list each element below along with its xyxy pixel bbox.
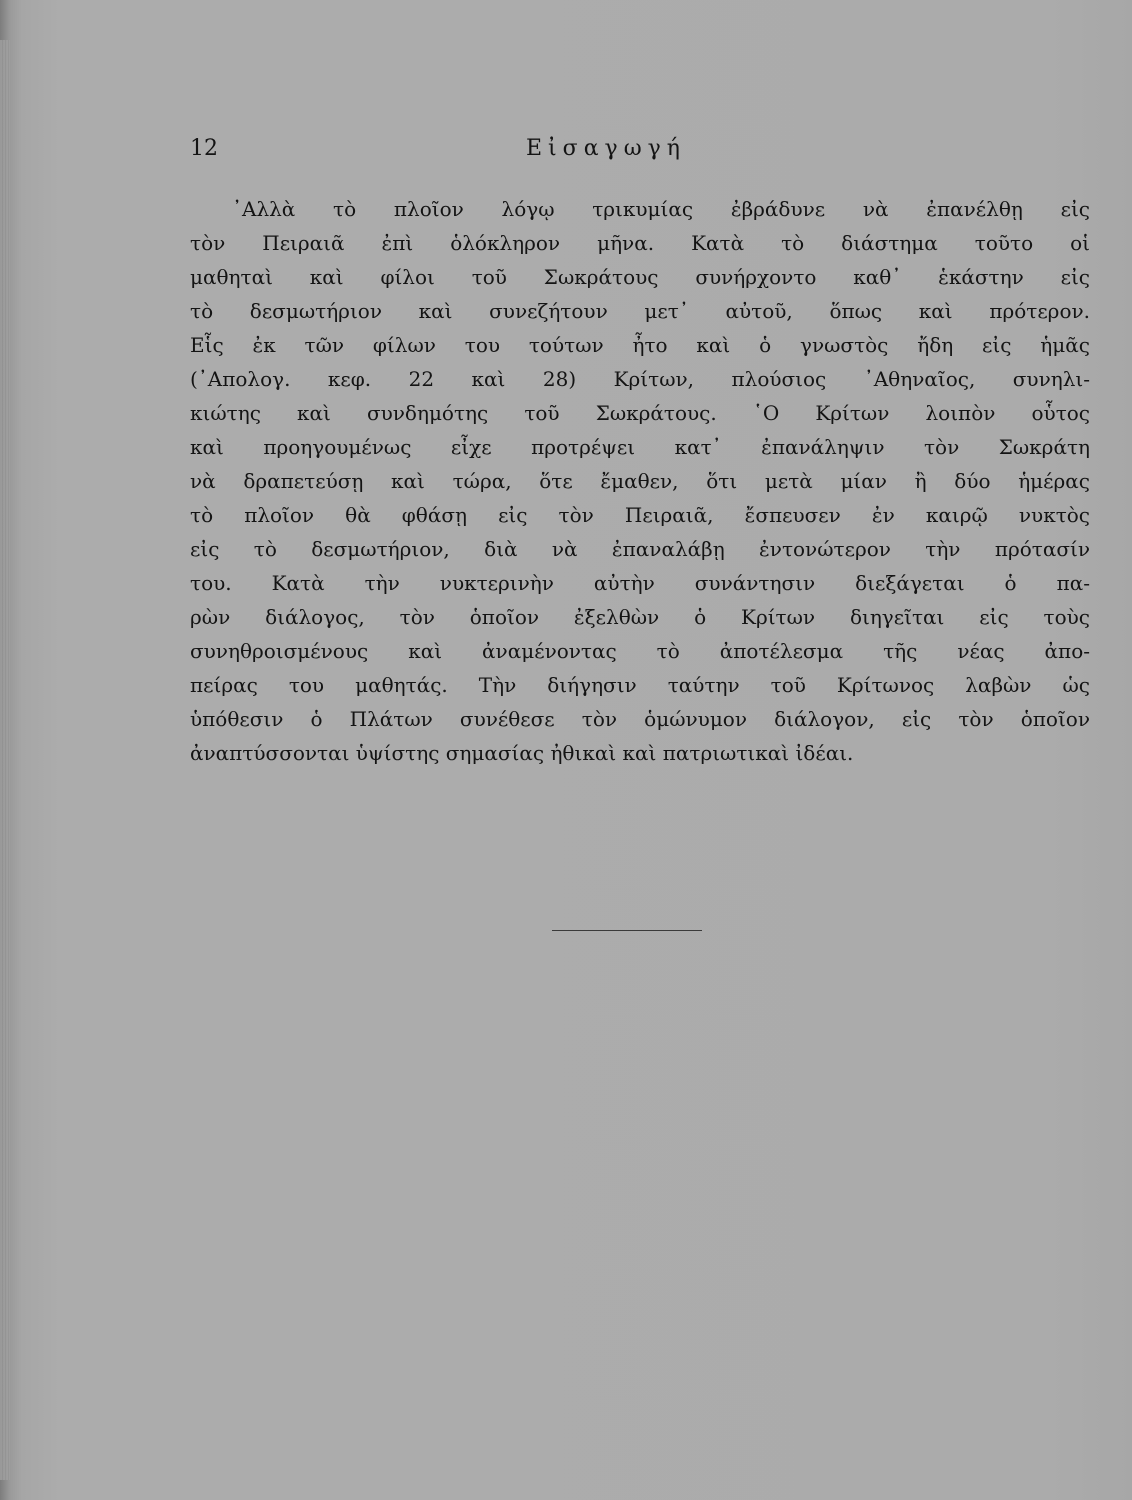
page-number: 12 xyxy=(190,136,218,161)
text-line: τὸν Πειραιᾶ ἐπὶ ὁλόκληρον μῆνα. Κατὰ τὸ διάστημα τοῦτο οἱ xyxy=(190,231,1090,255)
text-line: τὸ δεσμωτήριον καὶ συνεζήτουν μετ᾿ αὐτοῦ, ὅπως καὶ πρότερον. xyxy=(190,299,1090,323)
text-line: συνηθροισμένους καὶ ἀναμένοντας τὸ ἀποτέλεσμα τῆς νέας ἀπο- xyxy=(190,639,1090,663)
text-line: ἀναπτύσσονται ὑψίστης σημασίας ἠθικαὶ καὶ πατριωτικαὶ ἰδέαι. xyxy=(190,741,854,765)
text-line: μαθηταὶ καὶ φίλοι τοῦ Σωκράτους συνήρχοντο καθ᾿ ἑκάστην εἰς xyxy=(190,265,1090,289)
text-line: (᾿Απολογ. κεφ. 22 καὶ 28) Κρίτων, πλούσιος ᾿Αθηναῖος, συνηλι- xyxy=(190,367,1090,391)
text-line: πείρας του μαθητάς. Τὴν διήγησιν ταύτην τοῦ Κρίτωνος λαβὼν ὡς xyxy=(190,673,1090,697)
text-line: του. Κατὰ τὴν νυκτερινὴν αὐτὴν συνάντησιν διεξάγεται ὁ πα- xyxy=(190,571,1090,595)
text-line: ὑπόθεσιν ὁ Πλάτων συνέθεσε τὸν ὁμώνυμον διάλογον, εἰς τὸν ὁποῖον xyxy=(190,707,1090,731)
body-paragraph xyxy=(190,192,1090,770)
text-line: τὸ πλοῖον θὰ φθάσῃ εἰς τὸν Πειραιᾶ, ἔσπευσεν ἐν καιρῷ νυκτὸς xyxy=(190,503,1090,527)
text-line: κιώτης καὶ συνδημότης τοῦ Σωκράτους. ῾Ο Κρίτων λοιπὸν οὗτος xyxy=(190,401,1090,425)
page-stack-edge xyxy=(0,40,10,1480)
text-line: εἰς τὸ δεσμωτήριον, διὰ νὰ ἐπαναλάβῃ ἐντονώτερον τὴν πρότασίν xyxy=(190,537,1090,561)
page-header xyxy=(190,136,1090,170)
running-title: Εἰσαγωγή xyxy=(526,136,686,161)
text-line: ᾿Αλλὰ τὸ πλοῖον λόγῳ τρικυμίας ἐβράδυνε νὰ ἐπανέλθῃ εἰς xyxy=(232,197,1090,221)
text-line: ρὼν διάλογος, τὸν ὁποῖον ἐξελθὼν ὁ Κρίτων διηγεῖται εἰς τοὺς xyxy=(190,605,1090,629)
text-line: Εἷς ἐκ τῶν φίλων του τούτων ἦτο καὶ ὁ γνωστὸς ἤδη εἰς ἡμᾶς xyxy=(190,333,1090,357)
text-line: καὶ προηγουμένως εἶχε προτρέψει κατ᾿ ἐπανάληψιν τὸν Σωκράτη xyxy=(190,435,1090,459)
section-end-rule xyxy=(552,930,702,931)
text-line: νὰ δραπετεύσῃ καὶ τώρα, ὅτε ἔμαθεν, ὅτι μετὰ μίαν ἢ δύο ἡμέρας xyxy=(190,469,1090,493)
